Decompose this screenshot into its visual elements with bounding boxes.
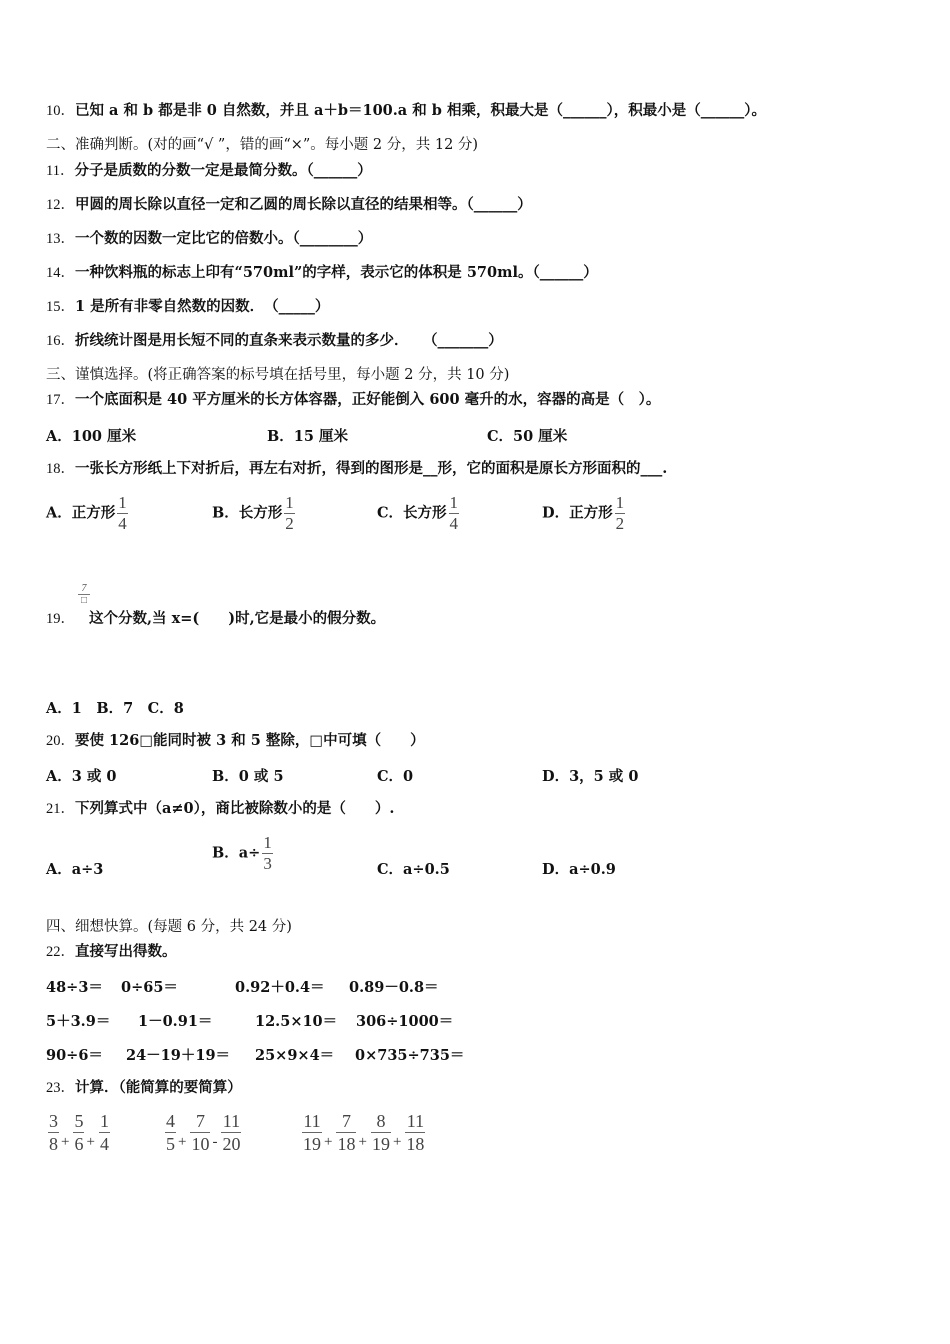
- fraction: $\frac{1}{4}$: [99, 1111, 109, 1154]
- option-a: A．100 厘米: [46, 428, 137, 445]
- calc-item: 1－0.91＝: [138, 1013, 213, 1030]
- option-b: B．15 厘米: [267, 428, 348, 445]
- fraction: $\frac{11}{20}$: [222, 1111, 241, 1154]
- fraction: $\frac{1}{3}$: [263, 833, 272, 873]
- question-text: 已知 a 和 b 都是非 0 自然数，并且 a＋b＝100.a 和 b 相乘，积最大是（______），积最小是（______）。: [75, 102, 766, 119]
- question-14: [46, 263, 598, 283]
- option-c: C．0: [377, 768, 414, 785]
- question-text: 计算．（能简算的要简算）: [75, 1079, 242, 1096]
- operator: +: [324, 1134, 333, 1150]
- question-number: 17．: [46, 392, 75, 408]
- question-text: 1 是所有非零自然数的因数． （_____）: [75, 298, 330, 315]
- calc-item: 25×9×4＝: [255, 1047, 335, 1064]
- calc-item: 48÷3＝: [46, 979, 103, 996]
- section-4-title: 四、细想快算。(每题 6 分，共 24 分): [46, 919, 292, 935]
- options-row: A．1 B．7 C．8: [46, 700, 184, 717]
- question-number: 11．: [46, 163, 75, 179]
- question-20: [46, 731, 425, 751]
- question-number: 13．: [46, 231, 75, 247]
- fraction-7-over-x: 7 □: [78, 583, 90, 606]
- calc-item: 0.92＋0.4＝: [235, 979, 325, 996]
- fraction: $\frac{5}{6}$: [74, 1111, 84, 1154]
- option-d: [542, 493, 625, 534]
- question-11: [46, 161, 372, 181]
- question-15: [46, 297, 329, 317]
- question-number: 18．: [46, 461, 75, 477]
- operator: +: [61, 1134, 70, 1150]
- operator: +: [392, 1134, 402, 1150]
- question-number: 23．: [46, 1080, 75, 1096]
- question-text: 一个数的因数一定比它的倍数小。（________）: [75, 230, 373, 247]
- question-number: 12．: [46, 197, 75, 213]
- option-a: A．a÷3: [46, 861, 104, 878]
- question-16: [46, 331, 503, 351]
- operator: +: [86, 1134, 95, 1150]
- fraction-expression-1: [46, 1110, 110, 1155]
- question-text: 一个底面积是 40 平方厘米的长方体容器，正好能倒入 600 毫升的水，容器的高是（ ）。: [75, 391, 661, 408]
- calc-item: 0÷65＝: [121, 979, 178, 996]
- question-number: 21．: [46, 801, 75, 817]
- question-text: 下列算式中（a≠0），商比被除数小的是（ ）.: [75, 800, 395, 817]
- option-a: A．3 或 0: [46, 768, 117, 785]
- calc-item: 0×735÷735＝: [355, 1047, 465, 1064]
- question-text: 这个分数,当 x=( )时,它是最小的假分数。: [89, 610, 386, 627]
- question-number: 14．: [46, 265, 75, 281]
- question-18: [46, 459, 667, 479]
- fraction: $\frac{7}{10}$: [191, 1111, 210, 1154]
- option-c: [377, 493, 459, 534]
- calc-item: 0.89－0.8＝: [349, 979, 439, 996]
- question-number: 19．: [46, 611, 75, 627]
- question-number: 10．: [46, 103, 75, 119]
- option-d: D．a÷0.9: [542, 861, 616, 878]
- fraction: $\frac{11}{18}$: [406, 1111, 425, 1154]
- option-label: D．正方形: [542, 504, 613, 522]
- fraction-expression-2: [163, 1110, 241, 1155]
- fraction: $\frac{1}{4}$: [449, 493, 459, 533]
- fraction-expression-3: [300, 1110, 425, 1155]
- question-text: 直接写出得数。: [75, 943, 177, 960]
- option-b: [212, 493, 295, 534]
- question-text: 一张长方形纸上下对折后，再左右对折，得到的图形是__形，它的面积是原长方形面积的___.: [75, 460, 668, 477]
- question-21: [46, 799, 394, 819]
- fraction: $\frac{4}{5}$: [166, 1111, 175, 1154]
- option-b: [212, 833, 273, 874]
- operator: +: [178, 1134, 187, 1150]
- fraction: $\frac{1}{2}$: [285, 493, 294, 533]
- calc-item: 5＋3.9＝: [46, 1013, 111, 1030]
- question-number: 16．: [46, 333, 75, 349]
- operator: +: [358, 1134, 367, 1150]
- fraction: $\frac{1}{2}$: [615, 493, 625, 533]
- question-number: 15．: [46, 299, 75, 315]
- question-19: [46, 609, 385, 629]
- calc-item: 24－19＋19＝: [126, 1047, 231, 1064]
- fraction: $\frac{1}{4}$: [118, 493, 127, 533]
- question-22: [46, 942, 177, 962]
- question-number: 22．: [46, 944, 75, 960]
- option-label: B．a÷: [212, 844, 261, 862]
- question-number: 20．: [46, 733, 75, 749]
- question-text: 分子是质数的分数一定是最简分数。（______）: [74, 162, 372, 179]
- question-text: 一种饮料瓶的标志上印有“570ml”的字样，表示它的体积是 570ml。（______）: [75, 264, 598, 281]
- question-13: [46, 229, 372, 249]
- calc-item: 90÷6＝: [46, 1047, 103, 1064]
- option-c: C．a÷0.5: [377, 861, 450, 878]
- fraction: $\frac{7}{18}$: [337, 1111, 356, 1154]
- fraction: $\frac{8}{19}$: [371, 1111, 390, 1154]
- option-label: B．长方形: [212, 504, 283, 522]
- fraction: $\frac{11}{19}$: [303, 1111, 321, 1154]
- operator: -: [212, 1134, 218, 1150]
- option-label: C．长方形: [377, 504, 447, 522]
- option-c: C．50 厘米: [487, 428, 568, 445]
- question-12: [46, 195, 532, 215]
- option-b: B．0 或 5: [212, 768, 284, 785]
- question-17: [46, 390, 660, 410]
- question-text: 甲圆的周长除以直径一定和乙圆的周长除以直径的结果相等。（______）: [75, 196, 532, 213]
- option-label: A．正方形: [46, 504, 116, 522]
- section-3-title: 三、谨慎选择。(将正确答案的标号填在括号里，每小题 2 分，共 10 分): [46, 367, 510, 383]
- question-text: 要使 126□能同时被 3 和 5 整除，□中可填（ ）: [75, 732, 425, 749]
- option-d: D．3，5 或 0: [542, 768, 639, 785]
- question-23: [46, 1078, 242, 1098]
- option-a: [46, 493, 128, 534]
- fraction: $\frac{3}{8}$: [49, 1111, 58, 1154]
- calc-item: 12.5×10＝: [255, 1013, 338, 1030]
- question-10: [46, 101, 766, 121]
- section-2-title: 二、准确判断。(对的画“√ ”，错的画“×”。每小题 2 分，共 12 分): [46, 137, 479, 153]
- question-text: 折线统计图是用长短不同的直条来表示数量的多少． （_______）: [75, 332, 503, 349]
- calc-item: 306÷1000＝: [356, 1013, 454, 1030]
